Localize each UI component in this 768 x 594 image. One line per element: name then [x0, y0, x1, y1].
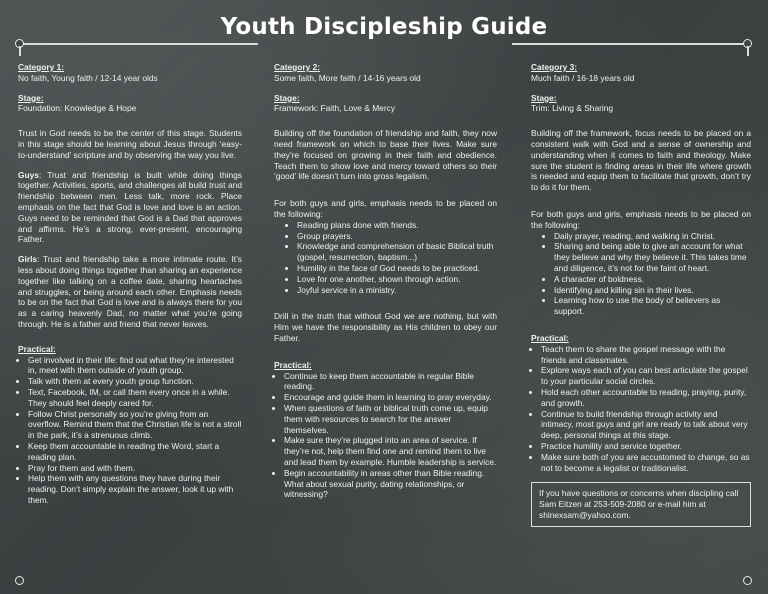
- category-heading: Category 2:: [274, 62, 321, 72]
- page-title: Youth Discipleship Guide: [220, 14, 548, 40]
- practical-heading: Practical:: [274, 359, 312, 370]
- girls-label: Girls: [18, 254, 38, 265]
- list-item: • Begin accountability in areas other than Bible reading. What about sexual purity, dating relationships, or witnessing?: [284, 468, 497, 500]
- list-item: • Text, Facebook, IM, or call them every once in a while. They should feel deeply cared for.: [28, 387, 242, 409]
- emphasis-list: [531, 231, 751, 317]
- header-rule-left: [22, 43, 258, 45]
- intro-paragraph: Building off the framework, focus needs to be placed on a consistent walk with God and a sense of ownership and understanding when it comes to faith and theology. Make sure the student is finding areas in their life where growth is needed and equip them to facilitate that growth, don’t try to do it for them.: [531, 128, 751, 193]
- list-item: • A character of boldness.: [554, 274, 751, 285]
- emphasis-list: [274, 220, 497, 296]
- closing-paragraph: Drill in the truth that without God we are nothing, but with Him we have the responsibility as His children to obey our Father.: [274, 311, 497, 343]
- list-item: • Hold each other accountable to reading, praying, purity, and growth.: [541, 387, 751, 409]
- stage-text: Foundation: Knowledge & Hope: [18, 103, 137, 114]
- category-heading: Category 3:: [531, 62, 578, 72]
- category-heading: Category 1:: [18, 62, 65, 72]
- stage-text: Framework: Faith, Love & Mercy: [274, 103, 396, 114]
- list-item: • Explore ways each of you can best articulate the gospel to your particular social circles.: [541, 365, 751, 387]
- stage-heading: Stage:: [18, 92, 44, 103]
- footer-dot-left: [15, 576, 24, 585]
- corner-line-right: [747, 46, 749, 56]
- list-item: • Continue to build friendship through activity and intimacy, most guys and girl are ready to talk about very deep, personal things at this stage.: [541, 409, 751, 441]
- girls-text: : Trust and friendship take a more intimate route. It’s less about doing things together than sharing an experience together like talking on a coffee date, sharing heartaches and struggles, or being around each other. Emphasis needs to be on the fact that God is love and is always there for you as a caring heavenly Dad, no matter what you’re going through. He is a father and friend that never leaves.: [18, 254, 242, 329]
- list-item: • Learning how to use the body of believers as support.: [554, 295, 751, 317]
- guys-text: : Trust and friendship is built while doing things together. Activities, sports, and challenges all build trust and friendship between men. Less talk, more rock. Place emphasis on the fact that God is love and love is an action. Guys need to be reminded that God is a Dad that approves and affirms. He’s a strong, ever-present, encouraging Father.: [18, 169, 242, 245]
- list-item: • Knowledge and comprehension of basic Biblical truth (gospel, resurrection, baptism...): [297, 241, 497, 263]
- list-item: • Get involved in their life: find out what they’re interested in, meet with them outside of youth group.: [28, 355, 242, 377]
- list-item: • Identifying and killing sin in their lives.: [554, 285, 751, 296]
- column-category-1: [18, 62, 242, 506]
- stage-heading: Stage:: [274, 92, 300, 103]
- list-item: • Teach them to share the gospel message with the friends and classmates.: [541, 344, 751, 366]
- contact-box: If you have questions or concerns when discipling call Sam Eitzen at 253-509-2080 or e-mail him at shinexsam@yahoo.com.: [531, 482, 751, 526]
- list-item: • Daily prayer, reading, and walking in Christ.: [554, 231, 751, 242]
- girls-paragraph: [18, 254, 242, 330]
- list-item: • Keep them accountable in reading the Word, start a reading plan.: [28, 441, 242, 463]
- guys-paragraph: [18, 170, 242, 246]
- emphasis-intro: For both guys and girls, emphasis needs to be placed on the following:: [274, 198, 497, 219]
- list-item: • Make sure both of you are accustomed to change, so as not to become a legalist or traditionalist.: [541, 452, 751, 474]
- intro-paragraph: Building off the foundation of friendship and faith, they now need framework on which to base their lives. Make sure they’re focused on growing in their faith and obedience. Teach them to show love and mercy toward others so their ‘good’ life doesn’t turn into gross legalism.: [274, 128, 497, 182]
- header-rule-right: [512, 43, 748, 45]
- emphasis-intro: For both guys and girls, emphasis needs to be placed on the following:: [531, 208, 751, 230]
- list-item: • Continue to keep them accountable in regular Bible reading.: [284, 371, 497, 393]
- stage-text: Trim: Living & Sharing: [531, 103, 614, 114]
- footer-dot-right: [743, 576, 752, 585]
- category-text: No faith, Young faith / 12-14 year olds: [18, 72, 158, 83]
- list-item: • Follow Christ personally so you’re giving from an overflow. Remind them that the Christian life is not a stroll in the park, it’s a strenuous climb.: [28, 409, 242, 441]
- list-item: • Love for one another, shown through action.: [297, 274, 497, 285]
- list-item: • Practice humility and service together.: [541, 441, 751, 452]
- stage-heading: Stage:: [531, 92, 557, 103]
- practical-list: [274, 371, 497, 501]
- category-text: Some faith, More faith / 14-16 years old: [274, 72, 421, 83]
- practical-heading: Practical:: [18, 343, 56, 354]
- column-category-3: [531, 62, 751, 527]
- list-item: • Encourage and guide them in learning to pray everyday.: [284, 392, 497, 403]
- list-item: • Joyful service in a ministry.: [297, 285, 497, 296]
- list-item: • Talk with them at every youth group function.: [28, 376, 242, 387]
- practical-list: [18, 355, 242, 506]
- list-item: • Help them with any questions they have during their reading. Don’t simply explain the answer, look it up with them.: [28, 473, 242, 505]
- corner-line-left: [19, 46, 21, 56]
- list-item: • Make sure they’re plugged into an area of service. If they’re not, help them find one and remind them to live and lead them by example. Humble leadership is service.: [284, 435, 497, 467]
- practical-heading: Practical:: [531, 332, 569, 343]
- list-item: • Humility in the face of God needs to be practiced.: [297, 263, 497, 274]
- list-item: • Reading plans done with friends.: [297, 220, 497, 231]
- column-category-2: [274, 62, 497, 500]
- guys-label: Guys: [18, 169, 39, 180]
- practical-list: [531, 344, 751, 474]
- list-item: • Pray for them and with them.: [28, 463, 242, 474]
- list-item: • Group prayers.: [297, 231, 497, 242]
- category-text: Much faith / 16-18 years old: [531, 72, 635, 83]
- intro-paragraph: Trust in God needs to be the center of this stage. Students in this stage should be learning about Jesus through ‘easy-to-understand’ scripture and by observing the way you live.: [18, 128, 242, 160]
- list-item: • Sharing and being able to give an account for what they believe and why they believe it. This takes time and diligence, it’s not for the faint of heart.: [554, 241, 751, 273]
- list-item: • When questions of faith or biblical truth come up, equip them with resources to search for the answer themselves.: [284, 403, 497, 435]
